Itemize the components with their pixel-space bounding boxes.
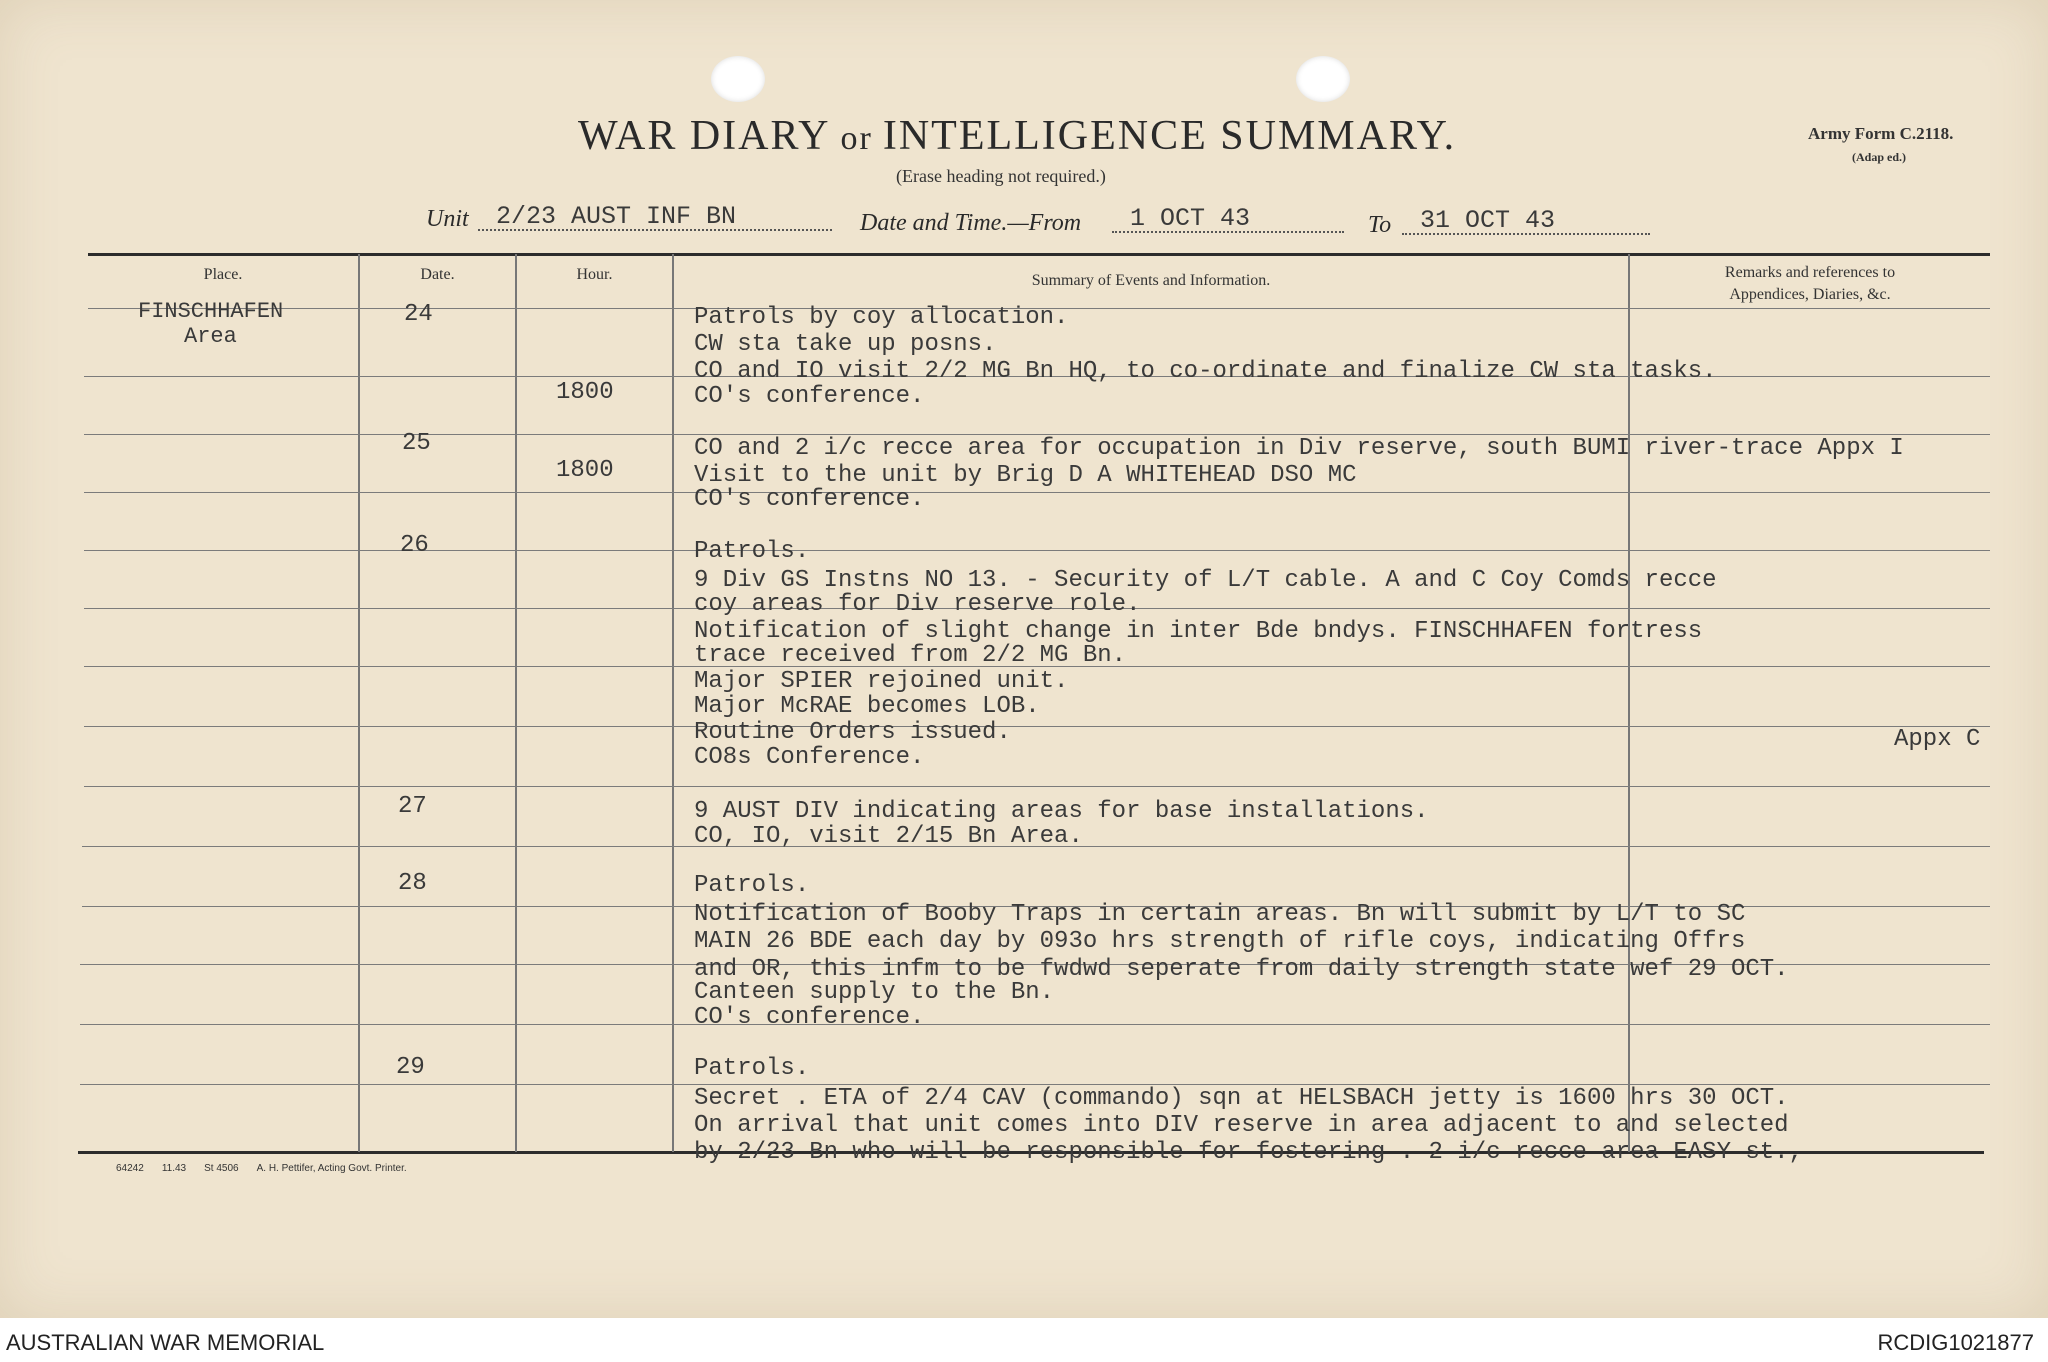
entry-line: Patrols by coy allocation.	[694, 304, 1069, 331]
date-cell: 29	[396, 1054, 425, 1081]
entry-line: CO and 2 i/c recce area for occupation in Div reserve, south BUMI river-trace Appx I	[694, 435, 1904, 462]
entry-line: 9 Div GS Instns NO 13. - Security of L/T cable. A and C Coy Comds recce	[694, 567, 1717, 594]
column-header-hour: Hour.	[576, 266, 613, 283]
column-divider	[1628, 254, 1630, 1152]
date-from-label: Date and Time.—From	[860, 210, 1082, 236]
entry-line: Canteen supply to the Bn.	[694, 979, 1055, 1006]
table-top-border	[88, 253, 1990, 256]
entry-line: On arrival that unit comes into DIV reserve in area adjacent to and selected	[694, 1112, 1789, 1139]
entry-line: coy areas for Div reserve role.	[694, 591, 1141, 618]
entry-line: Routine Orders issued.	[694, 719, 1011, 746]
column-header-remarks: Remarks and references to Appendices, Diaries, &c.	[1724, 264, 1896, 303]
punch-hole	[711, 56, 765, 102]
entry-line: CO8s Conference.	[694, 744, 925, 771]
date-cell: 24	[404, 301, 433, 328]
ruled-line	[84, 726, 1990, 727]
entry-line: trace received from 2/2 MG Bn.	[694, 642, 1127, 669]
date-cell: 25	[402, 430, 431, 457]
entry-line: CO, IO, visit 2/15 Bn Area.	[694, 823, 1083, 850]
entry-line: CO and IO visit 2/2 MG Bn HQ, to co-ordinate and finalize CW sta tasks.	[694, 358, 1717, 385]
ruled-line	[80, 1024, 1990, 1025]
entry-line: Notification of Booby Traps in certain areas. Bn will submit by L/T to SC	[694, 901, 1746, 928]
entry-line: Patrols.	[694, 872, 810, 899]
entry-line: CO's conference.	[694, 1004, 925, 1031]
army-form-reference: Army Form C.2118.	[1808, 124, 1954, 143]
place-value-line2: Area	[184, 324, 237, 349]
column-divider	[358, 254, 360, 1152]
printer-imprint: 64242 11.43 St 4506 A. H. Pettifer, Acting Govt. Printer.	[116, 1163, 407, 1174]
unit-label: Unit	[426, 206, 469, 232]
hour-cell: 1800	[556, 457, 614, 484]
hour-cell: 1800	[556, 379, 614, 406]
entry-line: Patrols.	[694, 1055, 810, 1082]
column-divider	[515, 254, 517, 1152]
column-header-summary: Summary of Events and Information.	[1031, 272, 1271, 289]
entry-line: CO's conference.	[694, 486, 925, 513]
entry-line: Visit to the unit by Brig D A WHITEHEAD DSO MC	[694, 462, 1357, 489]
form-title: WAR DIARY or INTELLIGENCE SUMMARY.	[578, 113, 1457, 159]
entry-line: and OR, this infm to be fwdwd seperate from daily strength state wef 29 OCT.	[694, 956, 1789, 983]
entry-line: CW sta take up posns.	[694, 331, 997, 358]
place-value: FINSCHHAFEN	[138, 299, 284, 324]
archive-caption-right: RCDIG1021877	[1877, 1330, 2034, 1355]
form-subtitle: (Erase heading not required.)	[896, 166, 1106, 186]
entry-line: 9 AUST DIV indicating areas for base installations.	[694, 798, 1429, 825]
remark-appx: Appx C	[1894, 726, 1981, 753]
entry-line: Major SPIER rejoined unit.	[694, 668, 1069, 695]
entry-line: MAIN 26 BDE each day by 093o hrs strength of rifle coys, indicating Offrs	[694, 928, 1746, 955]
ruled-line	[84, 786, 1990, 787]
date-from-value: 1 OCT 43	[1130, 204, 1251, 233]
date-to-label: To	[1368, 212, 1392, 238]
unit-value: 2/23 AUST INF BN	[496, 202, 737, 231]
punch-hole	[1296, 56, 1350, 102]
archive-caption-left: AUSTRALIAN WAR MEMORIAL	[6, 1330, 325, 1355]
date-cell: 28	[398, 870, 427, 897]
date-to-value: 31 OCT 43	[1420, 206, 1556, 235]
date-cell: 26	[400, 532, 429, 559]
entry-line: Patrols.	[694, 538, 810, 565]
entry-line: CO's conference.	[694, 383, 925, 410]
entry-line: Notification of slight change in inter Bde bndys. FINSCHHAFEN fortress	[694, 618, 1703, 645]
column-divider	[672, 254, 674, 1152]
column-header-place: Place.	[203, 266, 243, 283]
ruled-line	[84, 550, 1990, 551]
entry-line: by 2/23 Bn who will be responsible for fostering . 2 i/c recce area EASY st.,	[694, 1139, 1803, 1166]
ruled-line	[84, 492, 1990, 493]
entry-line: Major McRAE becomes LOB.	[694, 693, 1040, 720]
army-form-sub: (Adap ed.)	[1852, 150, 1907, 164]
column-header-date: Date.	[420, 266, 455, 283]
date-cell: 27	[398, 793, 427, 820]
entry-line: Secret . ETA of 2/4 CAV (commando) sqn at HELSBACH jetty is 1600 hrs 30 OCT.	[694, 1085, 1789, 1112]
